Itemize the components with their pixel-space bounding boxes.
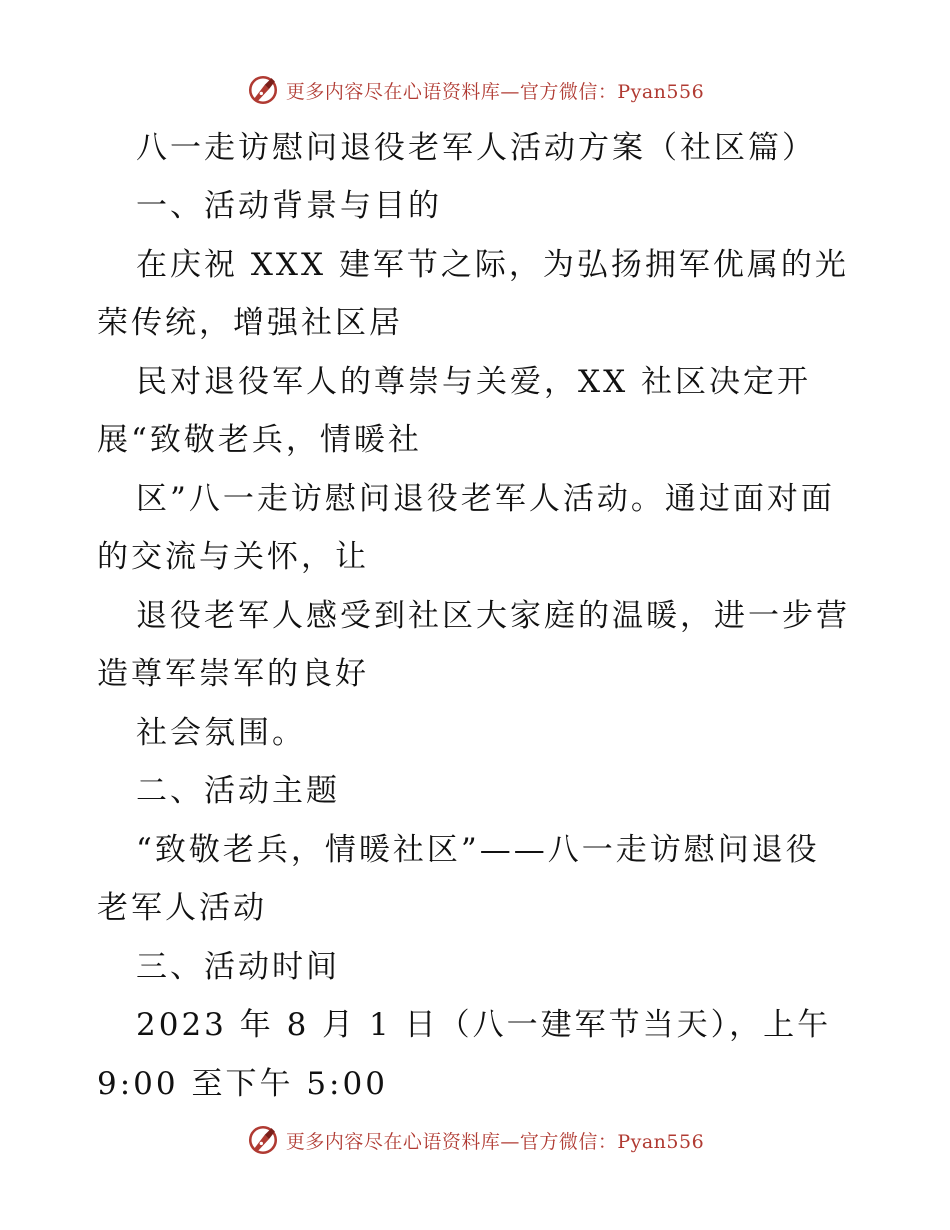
document-title: 八一走访慰问退役老军人活动方案（社区篇） — [136, 130, 816, 166]
paragraph-line: “致敬老兵，情暖社区”——八一走访慰问退役 — [136, 832, 820, 868]
paragraph-line: 在庆祝 XXX 建军节之际，为弘扬拥军优属的光 — [136, 247, 849, 283]
paragraph-line: 荣传统，增强社区居 — [97, 305, 403, 341]
watermark-banner-bottom — [0, 1120, 950, 1160]
watermark-text: 更多内容尽在心语资料库—官方微信：Pyan556 — [285, 1130, 705, 1153]
section-heading-2: 二、活动主题 — [136, 773, 340, 809]
paragraph-line: 民对退役军人的尊崇与关爱，XX 社区决定开 — [136, 364, 811, 400]
paragraph-line: 造尊军崇军的良好 — [97, 656, 369, 692]
paragraph-line: 区”八一走访慰问退役老军人活动。通过面对面 — [136, 481, 835, 517]
watermark-text: 更多内容尽在心语资料库—官方微信：Pyan556 — [285, 80, 705, 103]
paragraph-line: 2023 年 8 月 1 日（八一建军节当天），上午 — [136, 1007, 832, 1043]
section-heading-1: 一、活动背景与目的 — [136, 188, 442, 224]
pen-nib-logo-icon — [246, 1123, 280, 1157]
paragraph-line: 社会氛围。 — [136, 715, 306, 751]
paragraph-line: 的交流与关怀，让 — [97, 539, 369, 575]
paragraph-line: 老军人活动 — [97, 890, 267, 926]
paragraph-line: 退役老军人感受到社区大家庭的温暖，进一步营 — [136, 598, 850, 634]
paragraph-line: 9:00 至下午 5:00 — [97, 1066, 388, 1102]
section-heading-3: 三、活动时间 — [136, 949, 340, 985]
paragraph-line: 展“致敬老兵，情暖社 — [97, 422, 422, 458]
